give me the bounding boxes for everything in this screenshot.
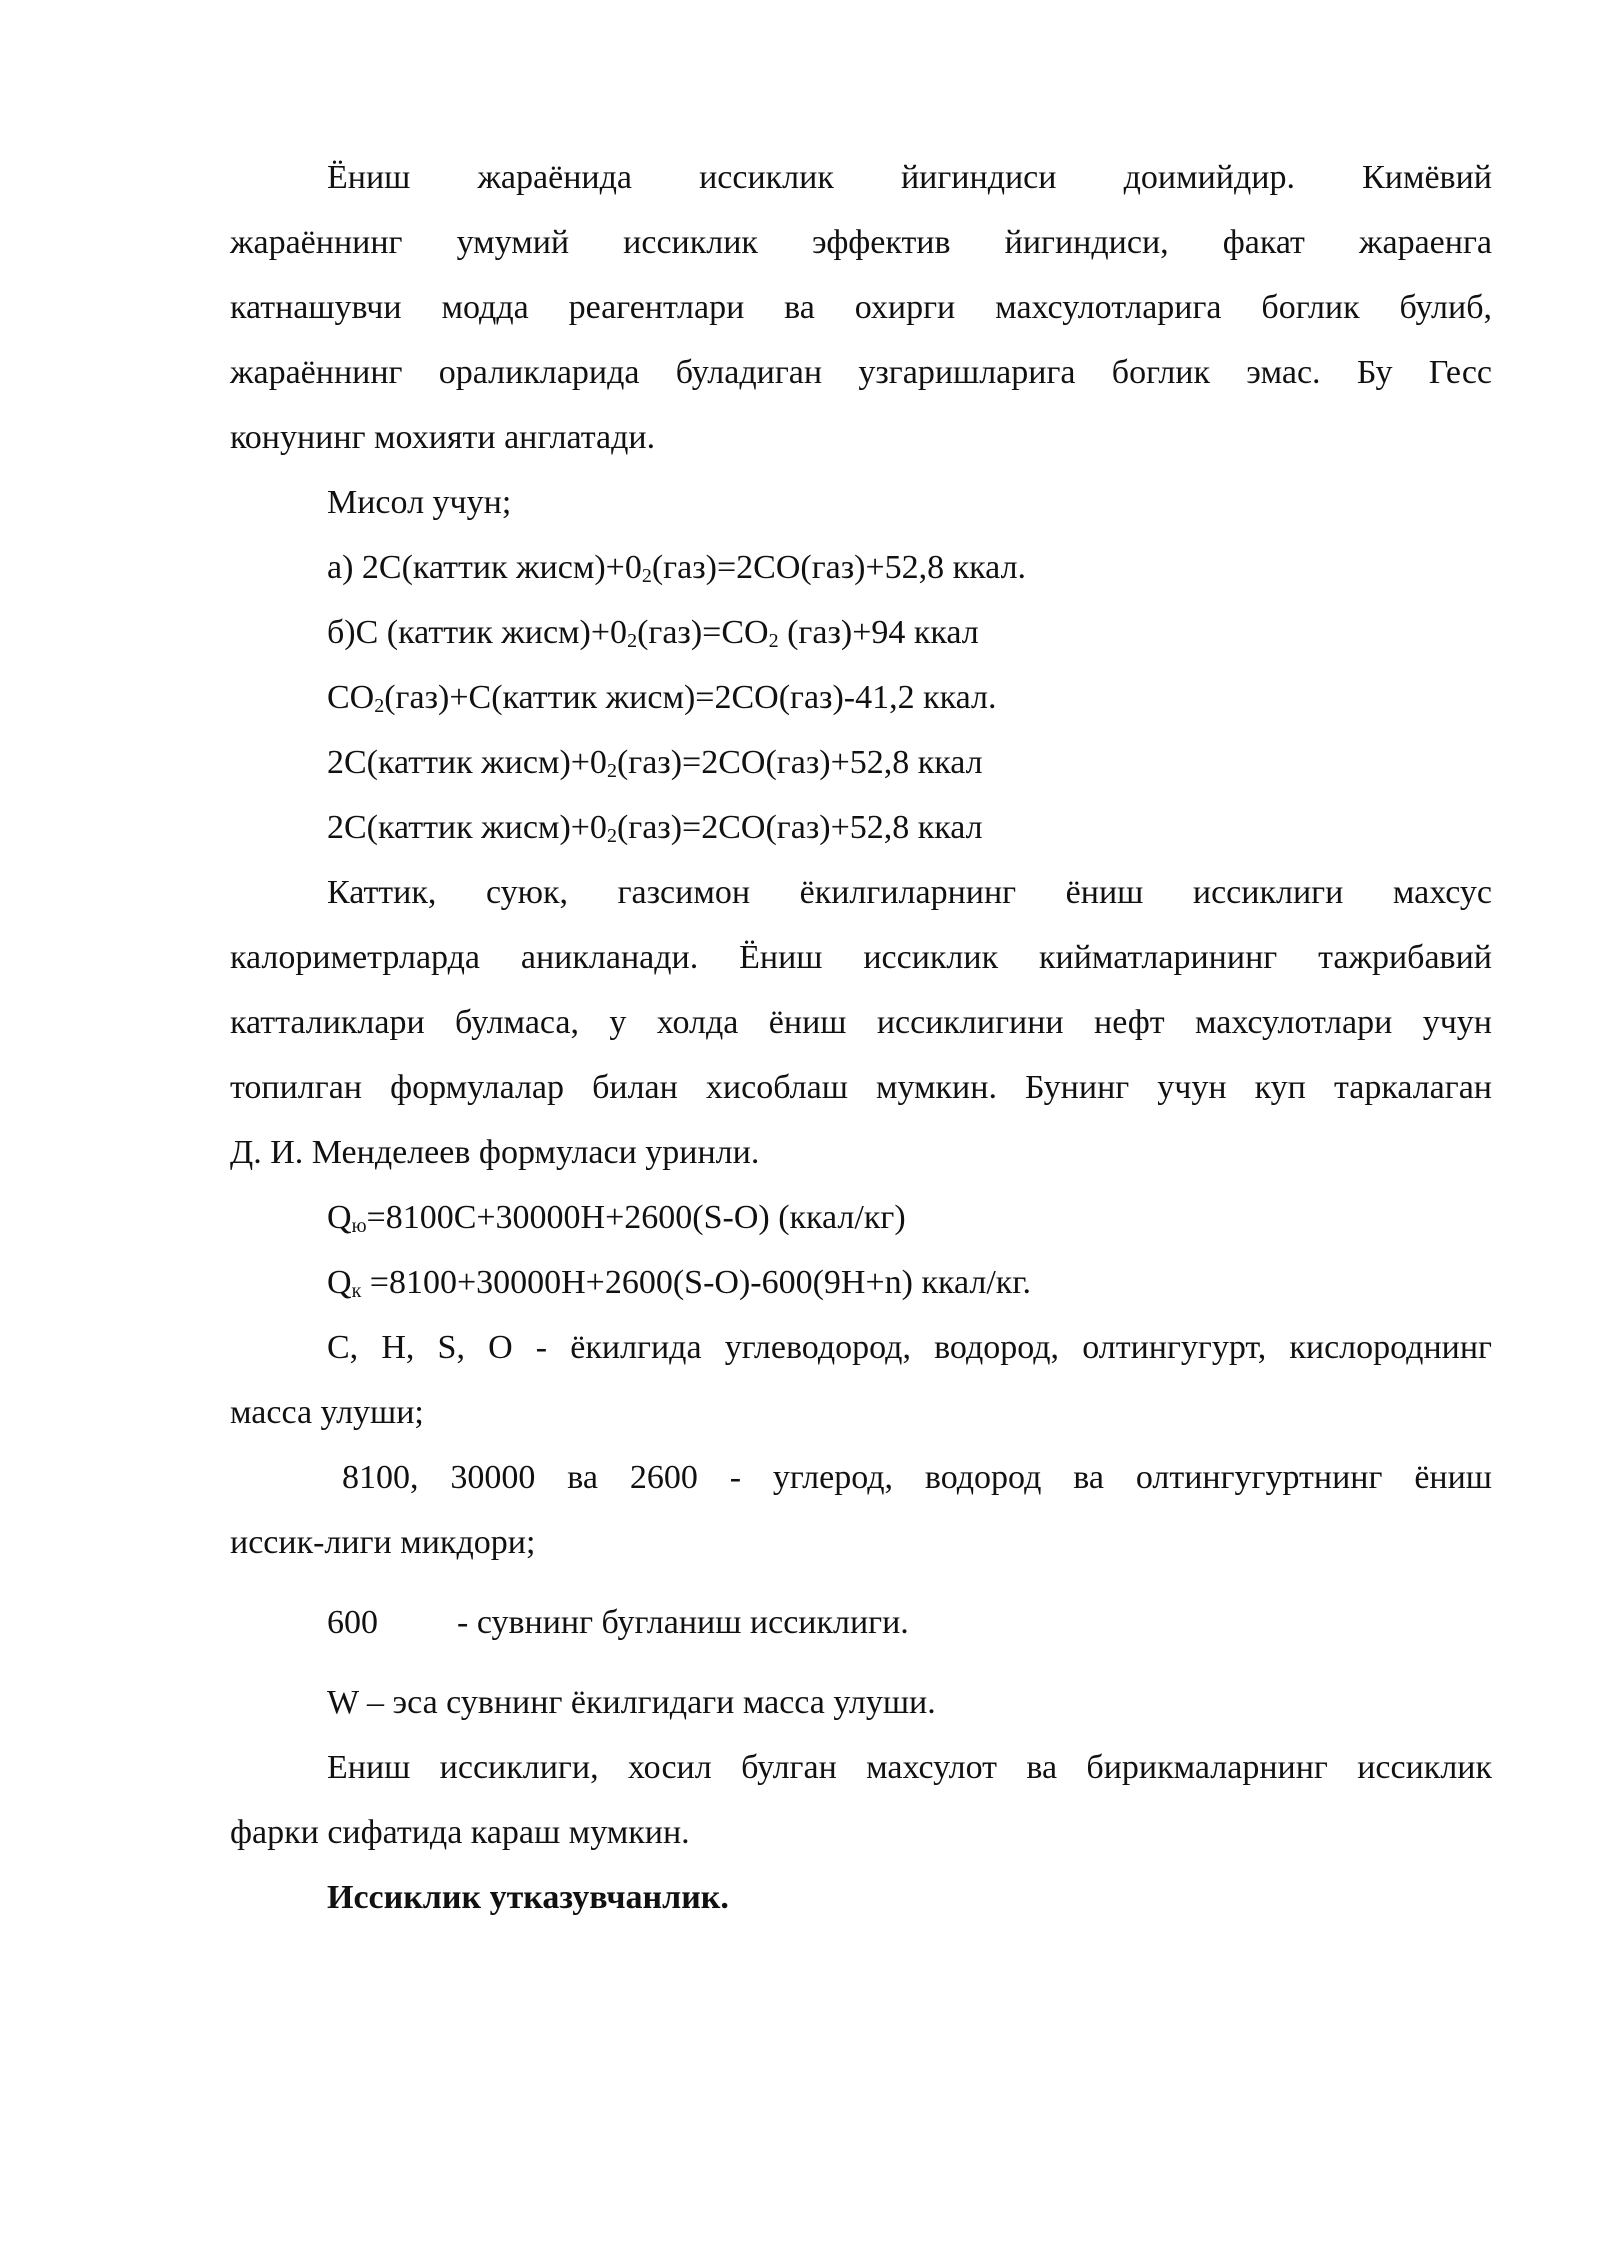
paragraph-2-line-4: топилган формулалар билан хисоблаш мумкин. Бунинг учун куп таркалаган [230,1069,1492,1106]
equation-a-subscript: 2 [641,565,652,587]
equation-c-part2: (газ)+С(каттик жисм)=2СО(газ)-41,2 ккал. [384,679,997,716]
paragraph-4-line-2: иссик-лиги микдори; [230,1524,536,1561]
equation-b-subscript-1: 2 [627,630,638,652]
equation-d-part2: (газ)=2СО(газ)+52,8 ккал [616,744,983,781]
formula-q-high-symbol: Q [327,1199,352,1236]
paragraph-1-line-2: жараённинг умумий иссиклик эффектив йигиндиси, факат жараенга [230,224,1492,261]
formula-q-low-subscript: к [351,1280,362,1302]
formula-q-low [230,1250,1492,1315]
formula-q-high-subscript: ю [351,1215,367,1237]
equation-b-part2: (газ)=СО [637,614,769,651]
paragraph-2-line-2: калориметрларда аникланади. Ёниш иссиклик кийматларининг тажрибавий [230,939,1492,976]
equation-a-part2: (газ)=2СО(газ)+52,8 ккал. [651,549,1027,586]
equation-b-part3: (газ)+94 ккал [778,614,979,651]
paragraph-5-number: 600 [327,1604,378,1641]
equation-c-part1: СО [327,679,375,716]
paragraph-1-line-1: Ёниш жараёнида иссиклик йигиндиси доимийдир. Кимёвий [327,159,1492,196]
paragraph-2-line-5: Д. И. Менделеев формуласи уринли. [230,1134,760,1171]
example-intro: Мисол учун; [327,484,512,521]
formula-q-high [230,1185,1492,1250]
paragraph-2-line-3: катталиклари булмаса, у холда ёниш иссиклигини нефт махсулотлари учун [230,1004,1492,1041]
equation-b-part1: б)С (каттик жисм)+0 [327,614,628,651]
document-body [230,145,1492,1930]
formula-q-low-expression: =8100+30000Н+2600(S-O)-600(9Н+n) ккал/кг. [361,1264,1031,1301]
equation-c-subscript: 2 [374,695,385,717]
equation-e-subscript: 2 [606,825,617,847]
equation-c [230,665,1492,730]
equation-d [230,730,1492,795]
paragraph-5 [230,1590,1492,1655]
paragraph-3-line-2: масса улуши; [230,1394,424,1431]
formula-q-low-symbol: Q [327,1264,352,1301]
equation-b-subscript-2: 2 [768,630,779,652]
equation-a [230,535,1492,600]
equation-d-subscript: 2 [606,760,617,782]
paragraph-1-line-4: жараённинг ораликларида буладиган узгаришларига боглик эмас. Бу Гесс [230,354,1492,391]
section-heading: Иссиклик утказувчанлик. [327,1879,729,1916]
formula-q-high-expression: =8100С+30000Н+2600(S-O) (ккал/кг) [366,1199,906,1236]
paragraph-1-line-5: конунинг мохияти англатади. [230,419,656,456]
equation-e-part1: 2С(каттик жисм)+0 [327,809,607,846]
paragraph-3-line-1: С, Н, S, О - ёкилгида углеводород, водород, олтингугурт, кислороднинг [327,1329,1492,1366]
paragraph-4-line-1: 8100, 30000 ва 2600 - углерод, водород ва олтингугуртнинг ёниш [342,1459,1492,1496]
equation-d-part1: 2С(каттик жисм)+0 [327,744,607,781]
equation-e-part2: (газ)=2СО(газ)+52,8 ккал [616,809,983,846]
equation-e [230,795,1492,860]
paragraph-2-line-1: Каттик, суюк, газсимон ёкилгиларнинг ёниш иссиклиги махсус [327,874,1492,911]
paragraph-7-line-2: фарки сифатида караш мумкин. [230,1814,690,1851]
paragraph-5-text: - сувнинг бугланиш иссиклиги. [457,1604,909,1641]
paragraph-6: W – эса сувнинг ёкилгидаги масса улуши. [327,1684,936,1721]
equation-b [230,600,1492,665]
equation-a-part1: а) 2С(каттик жисм)+0 [327,549,642,586]
paragraph-1-line-3: катнашувчи модда реагентлари ва охирги махсулотларига боглик булиб, [230,289,1492,326]
paragraph-7-line-1: Ениш иссиклиги, хосил булган махсулот ва бирикмаларнинг иссиклик [327,1749,1492,1786]
